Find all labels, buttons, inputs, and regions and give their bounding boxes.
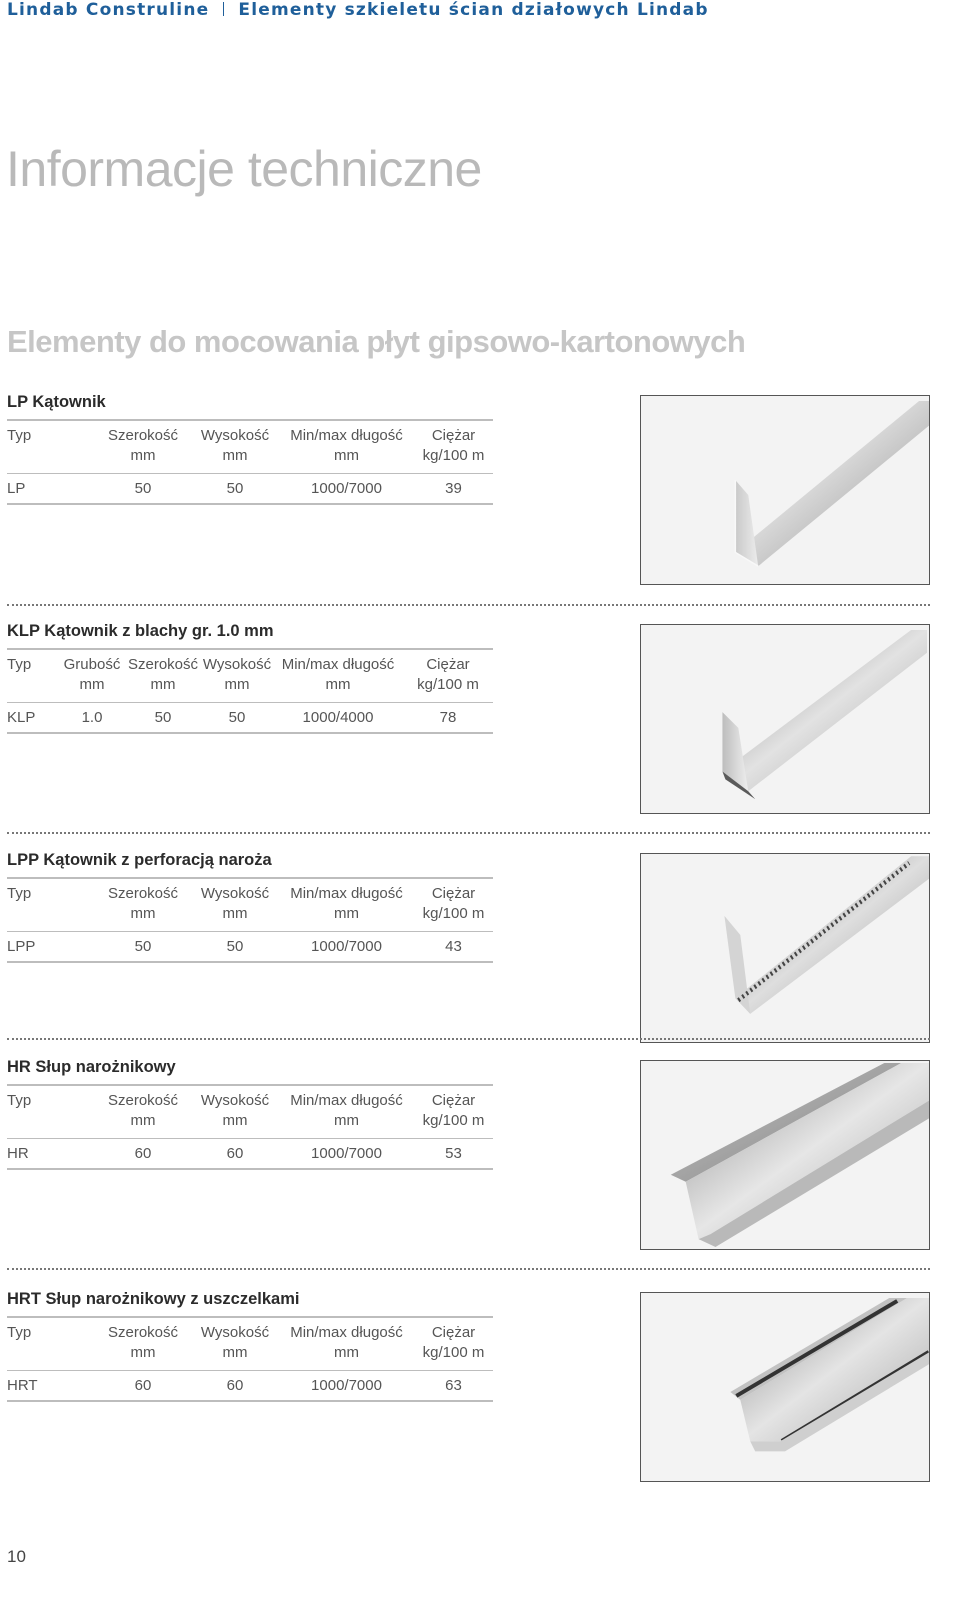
- product-photo-hrt: [640, 1292, 930, 1482]
- column-header: Typ: [7, 427, 32, 444]
- table-row: [7, 474, 493, 504]
- table-cell: 1.0: [59, 703, 125, 733]
- table-cell: 1000/7000: [279, 474, 414, 504]
- column-header: Typ: [7, 885, 32, 902]
- table-cell: HR: [7, 1139, 95, 1169]
- product-photo-klp: [640, 624, 930, 814]
- spec-table: [7, 648, 493, 734]
- section-divider: [7, 1038, 930, 1040]
- column-header: Wysokość mm: [200, 427, 270, 464]
- table-cell: 60: [95, 1139, 191, 1169]
- table-cell: 53: [414, 1139, 493, 1169]
- column-header: Szerokość mm: [107, 1324, 179, 1361]
- header-separator: [223, 2, 224, 16]
- table-cell: 43: [414, 932, 493, 962]
- product-name: HRT Słup narożnikowy z uszczelkami: [7, 1290, 300, 1308]
- product-name: HR Słup narożnikowy: [7, 1058, 176, 1076]
- table-cell: 63: [414, 1371, 493, 1401]
- column-header: Min/max długość mm: [290, 885, 403, 922]
- table-row: [7, 1139, 493, 1169]
- column-header: Min/max długość mm: [281, 656, 395, 693]
- table-cell: 1000/4000: [273, 703, 403, 733]
- table-cell: 78: [403, 703, 493, 733]
- section-title: Elementy do mocowania płyt gipsowo-kartonowych: [7, 324, 746, 359]
- column-header: Wysokość mm: [202, 656, 272, 693]
- column-header: Wysokość mm: [200, 1092, 270, 1129]
- section-divider: [7, 832, 930, 834]
- column-header: Szerokość mm: [107, 1092, 179, 1129]
- brand-name: Lindab Construline: [7, 0, 210, 20]
- table-cell: 50: [191, 474, 279, 504]
- column-header: Min/max długość mm: [290, 1324, 403, 1361]
- table-cell: 60: [95, 1371, 191, 1401]
- page-number: 10: [7, 1547, 26, 1566]
- spec-header-row: [7, 1317, 493, 1371]
- column-header: Ciężar kg/100 m: [422, 1092, 485, 1129]
- spec-table: [7, 1316, 493, 1402]
- product-photo-lp: [640, 395, 930, 585]
- table-cell: 60: [191, 1139, 279, 1169]
- table-cell: LP: [7, 474, 95, 504]
- section-divider: [7, 1268, 930, 1270]
- spec-header-row: [7, 649, 493, 703]
- spec-table: [7, 1084, 493, 1170]
- table-row: [7, 1371, 493, 1401]
- table-cell: HRT: [7, 1371, 95, 1401]
- table-cell: 1000/7000: [279, 1371, 414, 1401]
- column-header: Ciężar kg/100 m: [422, 885, 485, 922]
- product-name: LP Kątownik: [7, 393, 106, 411]
- table-cell: 60: [191, 1371, 279, 1401]
- spec-header-row: [7, 878, 493, 932]
- product-name: LPP Kątownik z perforacją naroża: [7, 851, 272, 869]
- spec-table: [7, 419, 493, 505]
- page-title: Informacje techniczne: [6, 141, 482, 197]
- column-header: Ciężar kg/100 m: [417, 656, 479, 693]
- spec-header-row: [7, 1085, 493, 1139]
- table-cell: 50: [191, 932, 279, 962]
- column-header: Typ: [7, 1324, 32, 1341]
- spec-table: [7, 877, 493, 963]
- table-cell: LPP: [7, 932, 95, 962]
- table-cell: 50: [201, 703, 273, 733]
- column-header: Typ: [7, 1092, 32, 1109]
- table-cell: 1000/7000: [279, 1139, 414, 1169]
- column-header: Wysokość mm: [200, 885, 270, 922]
- table-cell: 1000/7000: [279, 932, 414, 962]
- chapter-title: Elementy szkieletu ścian działowych Lindab: [238, 0, 709, 20]
- product-photo-hr: [640, 1060, 930, 1250]
- column-header: Wysokość mm: [200, 1324, 270, 1361]
- column-header: Grubość mm: [63, 656, 121, 693]
- column-header: Ciężar kg/100 m: [422, 1324, 485, 1361]
- column-header: Szerokość mm: [107, 427, 179, 464]
- product-photo-lpp: [640, 853, 930, 1043]
- table-cell: 39: [414, 474, 493, 504]
- product-name: KLP Kątownik z blachy gr. 1.0 mm: [7, 622, 274, 640]
- table-cell: 50: [95, 932, 191, 962]
- table-row: [7, 932, 493, 962]
- column-header: Min/max długość mm: [290, 427, 403, 464]
- section-divider: [7, 604, 930, 606]
- column-header: Szerokość mm: [107, 885, 179, 922]
- table-cell: 50: [125, 703, 201, 733]
- table-cell: 50: [95, 474, 191, 504]
- column-header: Typ: [7, 656, 32, 673]
- running-header: [7, 0, 709, 20]
- column-header: Min/max długość mm: [290, 1092, 403, 1129]
- spec-header-row: [7, 420, 493, 474]
- column-header: Ciężar kg/100 m: [422, 427, 485, 464]
- column-header: Szerokość mm: [127, 656, 199, 693]
- table-row: [7, 703, 493, 733]
- table-cell: KLP: [7, 703, 59, 733]
